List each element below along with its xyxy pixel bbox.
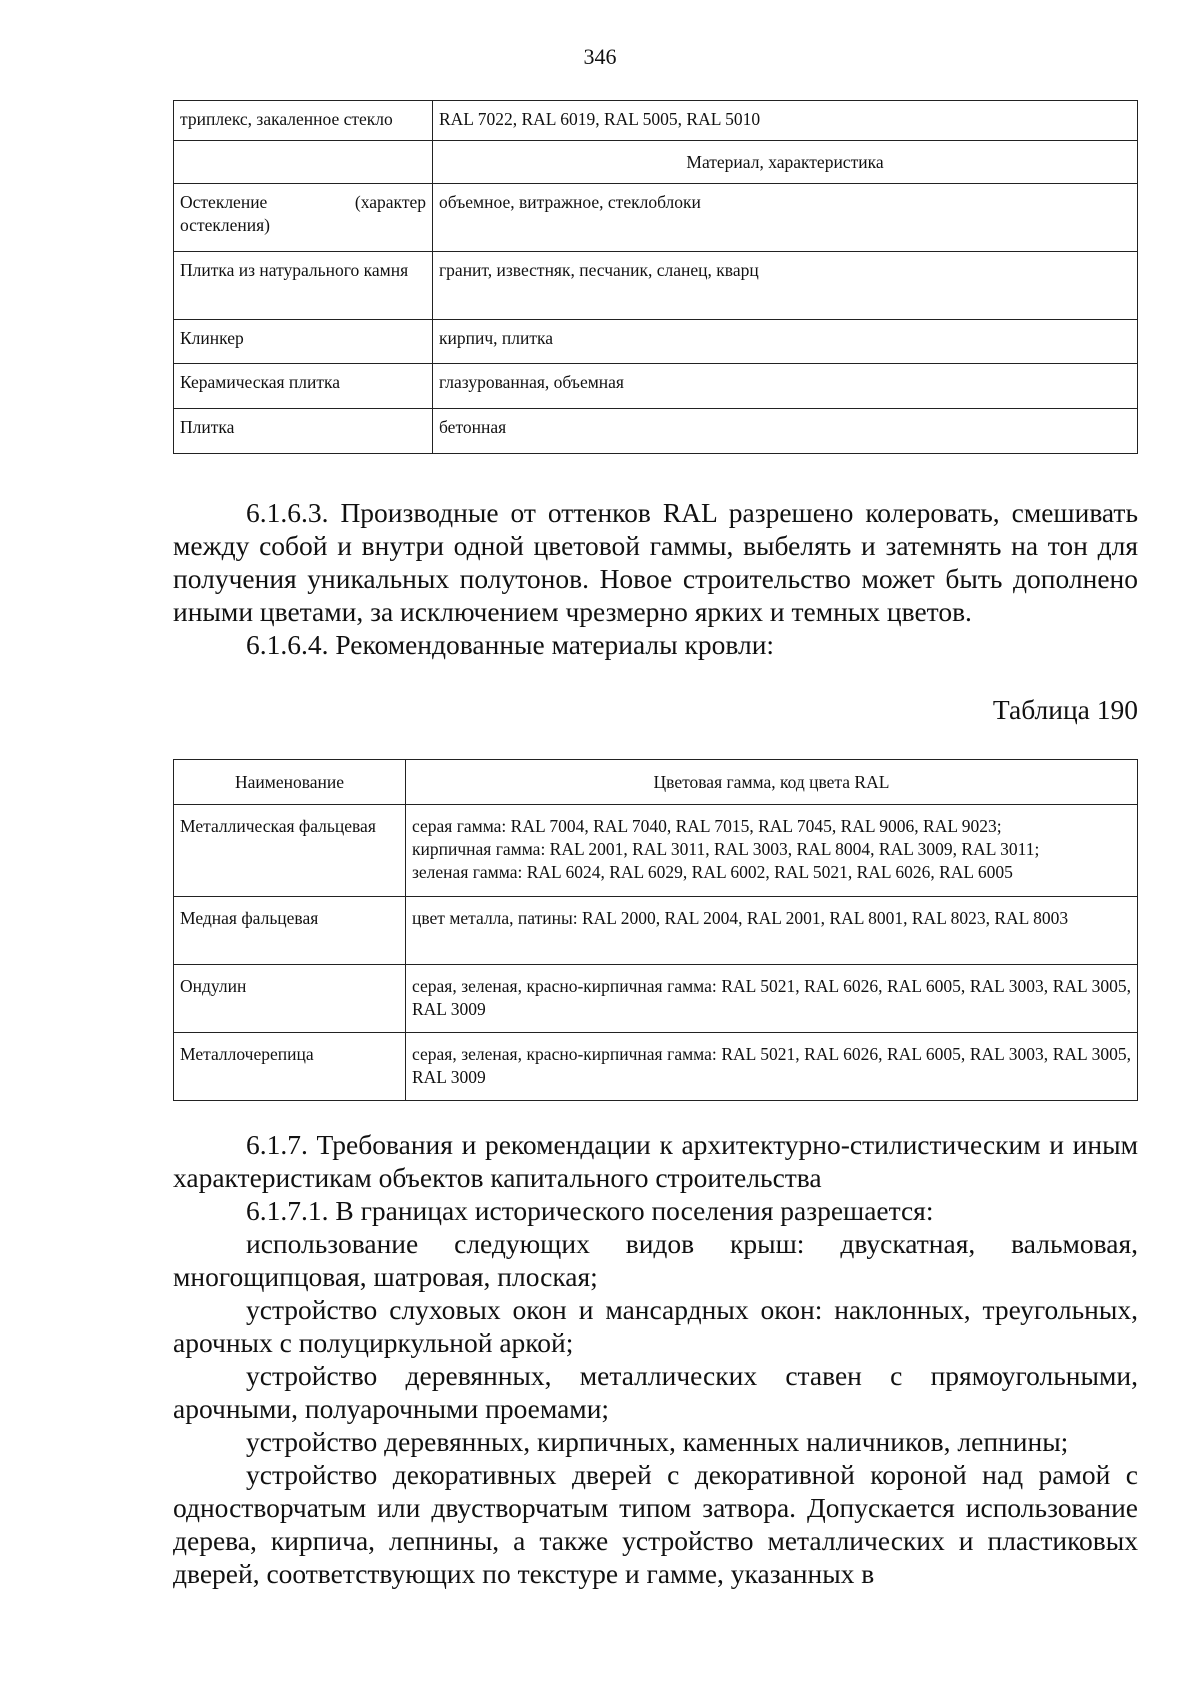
table-cell: Клинкер — [174, 320, 433, 364]
table-cell — [406, 805, 1138, 897]
table-cell: RAL 7022, RAL 6019, RAL 5005, RAL 5010 — [433, 101, 1138, 141]
table-cell: Металлическая фальцевая — [174, 805, 406, 897]
paragraph-6-1-7: 6.1.7. Требования и рекомендации к архитектурно-стилистическим и иным характеристикам объектов капитального строительства — [173, 1129, 1138, 1193]
list-item: устройство деревянных, металлических ставен с прямоугольными, арочными, полуарочными проемами; — [173, 1360, 1138, 1424]
table-cell: Металлочерепица — [174, 1033, 406, 1101]
table-cell: Материал, характеристика — [433, 141, 1138, 184]
table-cell: Плитка из натурального камня — [174, 252, 433, 320]
column-header-name: Наименование — [174, 760, 406, 805]
table-row — [174, 805, 1138, 897]
column-header-color: Цветовая гамма, код цвета RAL — [406, 760, 1138, 805]
list-item: устройство декоративных дверей с декоративной короной над рамой с одностворчатым или двустворчатым типом затвора. Допускается использование дерева, кирпича, лепнины, а также устройство металлических и пластиковых дверей, соответствующих по текстуре и гамме, указанных в — [173, 1459, 1138, 1589]
table-row — [174, 897, 1138, 965]
table-cell: Ондулин — [174, 965, 406, 1033]
table-cell: серая, зеленая, красно-кирпичная гамма: RAL 5021, RAL 6026, RAL 6005, RAL 3003, RAL 3005, RAL 3009 — [406, 965, 1138, 1033]
table-row — [174, 1033, 1138, 1101]
table-cell: гранит, известняк, песчаник, сланец, кварц — [433, 252, 1138, 320]
table-cell: триплекс, закаленное стекло — [174, 101, 433, 141]
list-item: устройство слуховых окон и мансардных окон: наклонных, треугольных, арочных с полуциркульной аркой; — [173, 1294, 1138, 1358]
table-header-row — [174, 760, 1138, 805]
table-cell: Остекление (характер остекления) — [174, 184, 433, 252]
page-number: 346 — [583, 44, 617, 69]
table-cell: бетонная — [433, 409, 1138, 454]
paragraph-6-1-6-4: 6.1.6.4. Рекомендованные материалы кровли: — [246, 629, 775, 660]
table-row — [174, 141, 1138, 184]
table-cell: Плитка — [174, 409, 433, 454]
table-cell: объемное, витражное, стеклоблоки — [433, 184, 1138, 252]
table-cell: Керамическая плитка — [174, 364, 433, 409]
table-cell: Медная фальцевая — [174, 897, 406, 965]
table-cell: серая, зеленая, красно-кирпичная гамма: RAL 5021, RAL 6026, RAL 6005, RAL 3003, RAL 3005, RAL 3009 — [406, 1033, 1138, 1101]
table-row — [174, 409, 1138, 454]
table-row — [174, 320, 1138, 364]
paragraph-6-1-7-1: 6.1.7.1. В границах исторического поселения разрешается: — [246, 1195, 934, 1226]
table-cell — [174, 141, 433, 184]
table-row — [174, 101, 1138, 141]
color-line: зеленая гамма: RAL 6024, RAL 6029, RAL 6002, RAL 5021, RAL 6026, RAL 6005 — [412, 862, 1013, 882]
color-line: серая гамма: RAL 7004, RAL 7040, RAL 7015, RAL 7045, RAL 9006, RAL 9023; — [412, 816, 1002, 836]
color-line: кирпичная гамма: RAL 2001, RAL 3011, RAL 3003, RAL 8004, RAL 3009, RAL 3011; — [412, 839, 1040, 859]
table-row — [174, 184, 1138, 252]
table-row — [174, 364, 1138, 409]
table-cell: кирпич, плитка — [433, 320, 1138, 364]
roof-materials-table — [173, 759, 1138, 1101]
list-item: использование следующих видов крыш: двускатная, вальмовая, многощипцовая, шатровая, плоская; — [173, 1228, 1138, 1292]
facade-materials-table — [173, 100, 1138, 454]
table-cell: глазурованная, объемная — [433, 364, 1138, 409]
table-row — [174, 252, 1138, 320]
table-cell: цвет металла, патины: RAL 2000, RAL 2004, RAL 2001, RAL 8001, RAL 8023, RAL 8003 — [406, 897, 1138, 965]
paragraph-6-1-6-3: 6.1.6.3. Производные от оттенков RAL разрешено колеровать, смешивать между собой и внутри одной цветовой гаммы, выбелять и затемнять на тон для получения уникальных полутонов. Новое строительство может быть дополнено иными цветами, за исключением чрезмерно ярких и темных цветов. — [173, 497, 1138, 627]
table-row — [174, 965, 1138, 1033]
list-item: устройство деревянных, кирпичных, каменных наличников, лепнины; — [246, 1426, 1069, 1457]
table-caption: Таблица 190 — [992, 694, 1138, 725]
